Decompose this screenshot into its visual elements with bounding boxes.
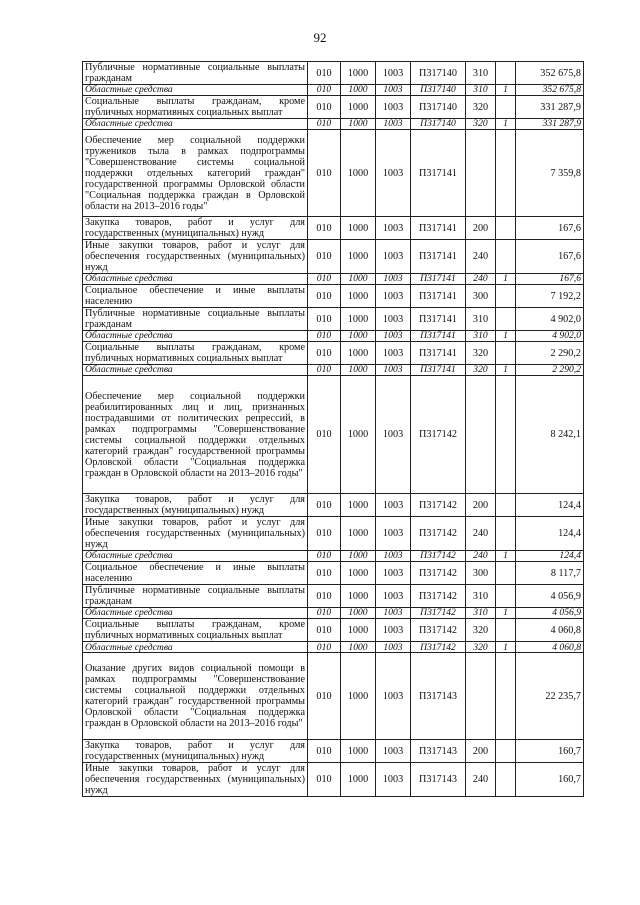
amount: 352 675,8 (516, 62, 584, 85)
amount: 22 235,7 (516, 653, 584, 740)
subsection-code: 1003 (376, 62, 411, 85)
row-description: Областные средства (83, 85, 308, 96)
funding-source-code (496, 494, 516, 517)
expense-type-code: 320 (466, 96, 496, 119)
section-code: 1000 (341, 274, 376, 285)
ved-code: 010 (308, 608, 341, 619)
budget-row (83, 285, 584, 308)
subsection-code: 1003 (376, 274, 411, 285)
row-description: Публичные нормативные социальные выплаты гражданам (83, 585, 308, 608)
amount: 4 902,0 (516, 308, 584, 331)
target-article-code: П317142 (411, 585, 466, 608)
section-code: 1000 (341, 608, 376, 619)
funding-source-code (496, 619, 516, 642)
funding-source-code: 1 (496, 119, 516, 130)
funding-source-code (496, 130, 516, 217)
subsection-code: 1003 (376, 619, 411, 642)
row-description: Социальные выплаты гражданам, кроме публичных нормативных социальных выплат (83, 342, 308, 365)
funding-source-code (496, 376, 516, 494)
amount: 331 287,9 (516, 119, 584, 130)
amount: 124,4 (516, 494, 584, 517)
ved-code: 010 (308, 653, 341, 740)
amount: 4 056,9 (516, 585, 584, 608)
expense-type-code: 240 (466, 763, 496, 797)
funding-source-code: 1 (496, 608, 516, 619)
amount: 4 056,9 (516, 608, 584, 619)
funding-source-code (496, 62, 516, 85)
ved-code: 010 (308, 274, 341, 285)
funding-source-code (496, 240, 516, 274)
expense-type-code (466, 376, 496, 494)
budget-row (83, 562, 584, 585)
section-code: 1000 (341, 130, 376, 217)
subsection-code: 1003 (376, 240, 411, 274)
row-description: Социальное обеспечение и иные выплаты населению (83, 562, 308, 585)
row-description: Оказание других видов социальной помощи в рамках подпрограммы "Совершенствование системы социальной поддержки отдельных категорий граждан" государственной программы Орловской области "Социальная поддержка граждан в Орловской области на 2013–2016 годы" (83, 653, 308, 740)
amount: 8 242,1 (516, 376, 584, 494)
funding-source-code (496, 763, 516, 797)
amount: 7 192,2 (516, 285, 584, 308)
section-code: 1000 (341, 85, 376, 96)
budget-row (83, 619, 584, 642)
subsection-code: 1003 (376, 376, 411, 494)
section-code: 1000 (341, 240, 376, 274)
section-code: 1000 (341, 217, 376, 240)
section-code: 1000 (341, 763, 376, 797)
ved-code: 010 (308, 240, 341, 274)
row-description: Областные средства (83, 608, 308, 619)
funding-source-code (496, 740, 516, 763)
target-article-code: П317142 (411, 376, 466, 494)
subsection-code: 1003 (376, 96, 411, 119)
ved-code: 010 (308, 331, 341, 342)
ved-code: 010 (308, 96, 341, 119)
amount: 2 290,2 (516, 342, 584, 365)
budget-row (83, 653, 584, 740)
target-article-code: П317141 (411, 308, 466, 331)
section-code: 1000 (341, 342, 376, 365)
expense-type-code: 310 (466, 62, 496, 85)
funding-source-row (83, 274, 584, 285)
amount: 2 290,2 (516, 365, 584, 376)
ved-code: 010 (308, 285, 341, 308)
section-code: 1000 (341, 494, 376, 517)
section-code: 1000 (341, 62, 376, 85)
subsection-code: 1003 (376, 85, 411, 96)
budget-row (83, 130, 584, 217)
expense-type-code: 300 (466, 562, 496, 585)
amount: 4 060,8 (516, 642, 584, 653)
expense-type-code (466, 130, 496, 217)
subsection-code: 1003 (376, 130, 411, 217)
budget-row (83, 740, 584, 763)
target-article-code: П317140 (411, 119, 466, 130)
subsection-code: 1003 (376, 119, 411, 130)
budget-row (83, 494, 584, 517)
subsection-code: 1003 (376, 551, 411, 562)
ved-code: 010 (308, 551, 341, 562)
section-code: 1000 (341, 96, 376, 119)
target-article-code: П317142 (411, 517, 466, 551)
ved-code: 010 (308, 119, 341, 130)
expense-type-code: 240 (466, 551, 496, 562)
section-code: 1000 (341, 517, 376, 551)
page-number: 92 (313, 30, 327, 45)
budget-row (83, 96, 584, 119)
funding-source-row (83, 551, 584, 562)
amount: 167,6 (516, 274, 584, 285)
ved-code: 010 (308, 642, 341, 653)
ved-code: 010 (308, 740, 341, 763)
target-article-code: П317141 (411, 217, 466, 240)
amount: 124,4 (516, 551, 584, 562)
row-description: Закупка товаров, работ и услуг для государственных (муниципальных) нужд (83, 494, 308, 517)
funding-source-row (83, 608, 584, 619)
amount: 4 060,8 (516, 619, 584, 642)
row-description: Социальные выплаты гражданам, кроме публичных нормативных социальных выплат (83, 619, 308, 642)
row-description: Закупка товаров, работ и услуг для государственных (муниципальных) нужд (83, 740, 308, 763)
budget-row (83, 585, 584, 608)
expense-type-code: 240 (466, 517, 496, 551)
row-description: Публичные нормативные социальные выплаты гражданам (83, 308, 308, 331)
section-code: 1000 (341, 740, 376, 763)
expense-type-code: 310 (466, 608, 496, 619)
budget-row (83, 517, 584, 551)
expense-type-code: 320 (466, 365, 496, 376)
expense-type-code: 320 (466, 342, 496, 365)
target-article-code: П317141 (411, 342, 466, 365)
row-description: Обеспечение мер социальной поддержки реабилитированных лиц и лиц, признанных пострадавшими от политических репрессий, в рамках подпрограммы "Совершенствование системы социальной поддержки отдельных категорий граждан" государственной программы Орловской области "Социальная поддержка граждан в Орловской области на 2013–2016 годы" (83, 376, 308, 494)
expense-type-code: 300 (466, 285, 496, 308)
budget-row (83, 217, 584, 240)
target-article-code: П317141 (411, 365, 466, 376)
funding-source-row (83, 365, 584, 376)
ved-code: 010 (308, 376, 341, 494)
expense-type-code: 310 (466, 331, 496, 342)
target-article-code: П317140 (411, 96, 466, 119)
funding-source-code: 1 (496, 365, 516, 376)
amount: 160,7 (516, 763, 584, 797)
row-description: Областные средства (83, 119, 308, 130)
amount: 7 359,8 (516, 130, 584, 217)
funding-source-code (496, 342, 516, 365)
section-code: 1000 (341, 376, 376, 494)
target-article-code: П317143 (411, 653, 466, 740)
ved-code: 010 (308, 365, 341, 376)
expense-type-code: 200 (466, 740, 496, 763)
section-code: 1000 (341, 642, 376, 653)
target-article-code: П317142 (411, 562, 466, 585)
subsection-code: 1003 (376, 308, 411, 331)
funding-source-code: 1 (496, 85, 516, 96)
subsection-code: 1003 (376, 285, 411, 308)
funding-source-code (496, 562, 516, 585)
subsection-code: 1003 (376, 608, 411, 619)
target-article-code: П317143 (411, 740, 466, 763)
row-description: Социальные выплаты гражданам, кроме публичных нормативных социальных выплат (83, 96, 308, 119)
funding-source-row (83, 331, 584, 342)
subsection-code: 1003 (376, 517, 411, 551)
expense-type-code: 200 (466, 494, 496, 517)
expense-type-code: 320 (466, 642, 496, 653)
expense-type-code: 310 (466, 85, 496, 96)
amount: 4 902,0 (516, 331, 584, 342)
row-description: Областные средства (83, 331, 308, 342)
subsection-code: 1003 (376, 763, 411, 797)
funding-source-code: 1 (496, 331, 516, 342)
section-code: 1000 (341, 365, 376, 376)
ved-code: 010 (308, 562, 341, 585)
expense-type-code: 240 (466, 274, 496, 285)
target-article-code: П317141 (411, 130, 466, 217)
ved-code: 010 (308, 494, 341, 517)
ved-code: 010 (308, 619, 341, 642)
amount: 8 117,7 (516, 562, 584, 585)
subsection-code: 1003 (376, 562, 411, 585)
subsection-code: 1003 (376, 494, 411, 517)
funding-source-row (83, 85, 584, 96)
section-code: 1000 (341, 551, 376, 562)
row-description: Областные средства (83, 365, 308, 376)
expense-type-code: 200 (466, 217, 496, 240)
section-code: 1000 (341, 308, 376, 331)
row-description: Обеспечение мер социальной поддержки тружеников тыла в рамках подпрограммы "Совершенствование системы социальной поддержки отдельных категорий граждан" государственной программы Орловской области "Социальная поддержка граждан в Орловской области на 2013–2016 годы" (83, 130, 308, 217)
amount: 124,4 (516, 517, 584, 551)
budget-row (83, 240, 584, 274)
funding-source-code: 1 (496, 642, 516, 653)
target-article-code: П317141 (411, 285, 466, 308)
expense-type-code: 320 (466, 619, 496, 642)
ved-code: 010 (308, 308, 341, 331)
funding-source-code (496, 653, 516, 740)
target-article-code: П317142 (411, 642, 466, 653)
section-code: 1000 (341, 331, 376, 342)
subsection-code: 1003 (376, 740, 411, 763)
section-code: 1000 (341, 585, 376, 608)
row-description: Областные средства (83, 642, 308, 653)
funding-source-row (83, 642, 584, 653)
ved-code: 010 (308, 217, 341, 240)
funding-source-code (496, 585, 516, 608)
ved-code: 010 (308, 585, 341, 608)
amount: 167,6 (516, 217, 584, 240)
expense-type-code: 310 (466, 308, 496, 331)
target-article-code: П317142 (411, 608, 466, 619)
target-article-code: П317141 (411, 274, 466, 285)
funding-source-code (496, 96, 516, 119)
target-article-code: П317140 (411, 85, 466, 96)
funding-source-code (496, 517, 516, 551)
section-code: 1000 (341, 119, 376, 130)
subsection-code: 1003 (376, 331, 411, 342)
ved-code: 010 (308, 130, 341, 217)
subsection-code: 1003 (376, 217, 411, 240)
subsection-code: 1003 (376, 342, 411, 365)
funding-source-code: 1 (496, 274, 516, 285)
ved-code: 010 (308, 85, 341, 96)
section-code: 1000 (341, 285, 376, 308)
expense-type-code: 310 (466, 585, 496, 608)
subsection-code: 1003 (376, 585, 411, 608)
row-description: Иные закупки товаров, работ и услуг для обеспечения государственных (муниципальных) нужд (83, 240, 308, 274)
funding-source-code (496, 217, 516, 240)
row-description: Областные средства (83, 274, 308, 285)
budget-table (82, 61, 584, 797)
row-description: Областные средства (83, 551, 308, 562)
expense-type-code: 320 (466, 119, 496, 130)
amount: 331 287,9 (516, 96, 584, 119)
target-article-code: П317141 (411, 331, 466, 342)
section-code: 1000 (341, 619, 376, 642)
row-description: Иные закупки товаров, работ и услуг для обеспечения государственных (муниципальных) нужд (83, 517, 308, 551)
section-code: 1000 (341, 562, 376, 585)
target-article-code: П317142 (411, 551, 466, 562)
target-article-code: П317141 (411, 240, 466, 274)
budget-row (83, 763, 584, 797)
subsection-code: 1003 (376, 365, 411, 376)
funding-source-code (496, 285, 516, 308)
ved-code: 010 (308, 763, 341, 797)
ved-code: 010 (308, 342, 341, 365)
row-description: Иные закупки товаров, работ и услуг для обеспечения государственных (муниципальных) нужд (83, 763, 308, 797)
target-article-code: П317142 (411, 619, 466, 642)
budget-row (83, 308, 584, 331)
row-description: Социальное обеспечение и иные выплаты населению (83, 285, 308, 308)
expense-type-code: 240 (466, 240, 496, 274)
ved-code: 010 (308, 62, 341, 85)
target-article-code: П317143 (411, 763, 466, 797)
expense-type-code (466, 653, 496, 740)
funding-source-code (496, 308, 516, 331)
budget-row (83, 342, 584, 365)
amount: 352 675,8 (516, 85, 584, 96)
ved-code: 010 (308, 517, 341, 551)
budget-row (83, 62, 584, 85)
target-article-code: П317142 (411, 494, 466, 517)
amount: 160,7 (516, 740, 584, 763)
section-code: 1000 (341, 653, 376, 740)
funding-source-row (83, 119, 584, 130)
subsection-code: 1003 (376, 642, 411, 653)
target-article-code: П317140 (411, 62, 466, 85)
amount: 167,6 (516, 240, 584, 274)
row-description: Публичные нормативные социальные выплаты гражданам (83, 62, 308, 85)
budget-row (83, 376, 584, 494)
funding-source-code: 1 (496, 551, 516, 562)
subsection-code: 1003 (376, 653, 411, 740)
row-description: Закупка товаров, работ и услуг для государственных (муниципальных) нужд (83, 217, 308, 240)
